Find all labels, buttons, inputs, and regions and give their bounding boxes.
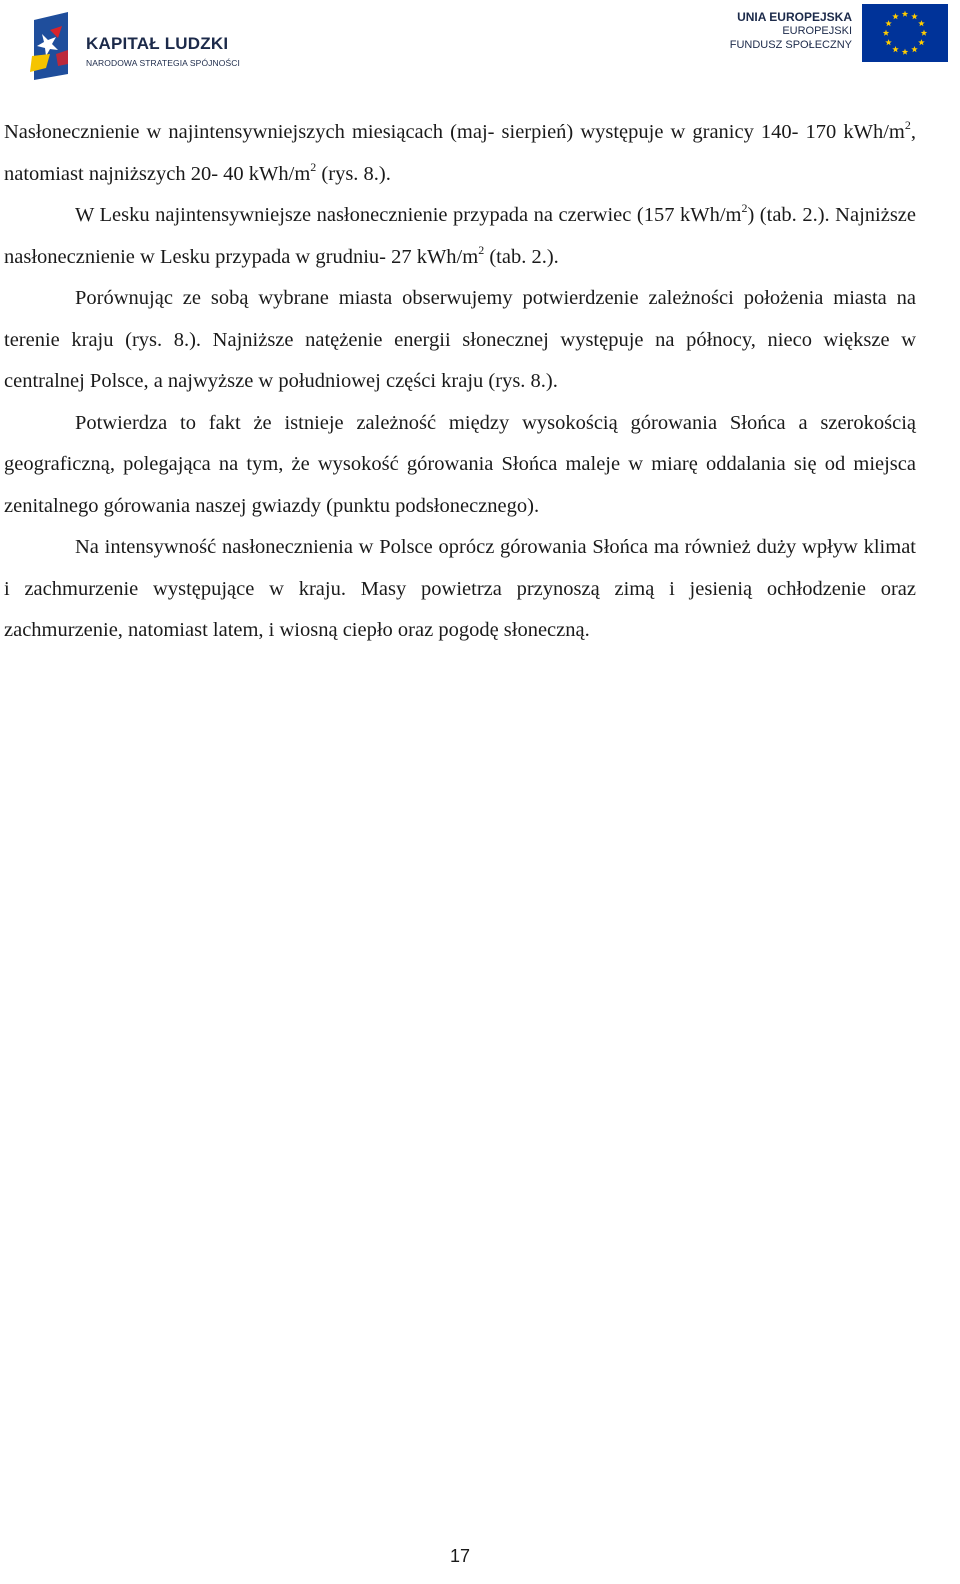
eu-logo-text (730, 10, 852, 52)
eu-flag-icon (862, 4, 948, 62)
paragraph-5: Na intensywność nasłonecznienia w Polsce oprócz górowania Słońca ma również duży wpływ klimat i zachmurzenie występujące w kraju. Masy powietrza przynoszą zimą i jesienią ochłodzenie oraz zachmurzenie, natomiast latem, i wiosną ciepło oraz pogodę słoneczną. (4, 536, 916, 641)
eu-line-2: EUROPEJSKI (782, 25, 852, 37)
kapital-ludzki-subtitle: NARODOWA STRATEGIA SPÓJNOŚCI (86, 58, 240, 68)
eu-logo (718, 4, 948, 64)
kapital-ludzki-title: KAPITAŁ LUDZKI (86, 34, 229, 53)
kapital-ludzki-logo (28, 10, 258, 82)
paragraph-1: Nasłonecznienie w najintensywniejszych miesiącach (maj- sierpień) występuje w granicy 140- 170 kWh/$m^2$, natomiast najniższych 20- 40 kWh/$m^2$ (rys. 8.). (4, 118, 916, 185)
kapital-ludzki-star-icon (28, 10, 74, 80)
paragraph-3: Porównując ze sobą wybrane miasta obserwujemy potwierdzenie zależności położenia miasta na terenie kraju (rys. 8.). Najniższe natężenie energii słonecznej występuje na północy, nieco większe w centralnej Polsce, a najwyższe w południowej części kraju (rys. 8.). (4, 287, 916, 392)
paragraph-2: W Lesku najintensywniejsze nasłonecznienie przypada na czerwiec (157 kWh/$m^2$) (tab. 2.). Najniższe nasłonecznienie w Lesku przypada w grudniu- 27 kWh/$m^2$ (tab. 2.). (4, 201, 916, 268)
eu-line-1: UNIA EUROPEJSKA (737, 10, 852, 24)
page-number: 17 (449, 1546, 471, 1566)
page-header (0, 0, 960, 90)
paragraph-4: Potwierdza to fakt że istnieje zależność między wysokością górowania Słońca a szerokością geograficzną, polegająca na tym, że wysokość górowania Słońca maleje w miarę oddalania się od miejsca zenitalnego górowania naszej gwiazdy (punktu podsłonecznego). (4, 411, 916, 517)
document-body (4, 112, 916, 652)
eu-line-3: FUNDUSZ SPOŁECZNY (729, 39, 852, 51)
